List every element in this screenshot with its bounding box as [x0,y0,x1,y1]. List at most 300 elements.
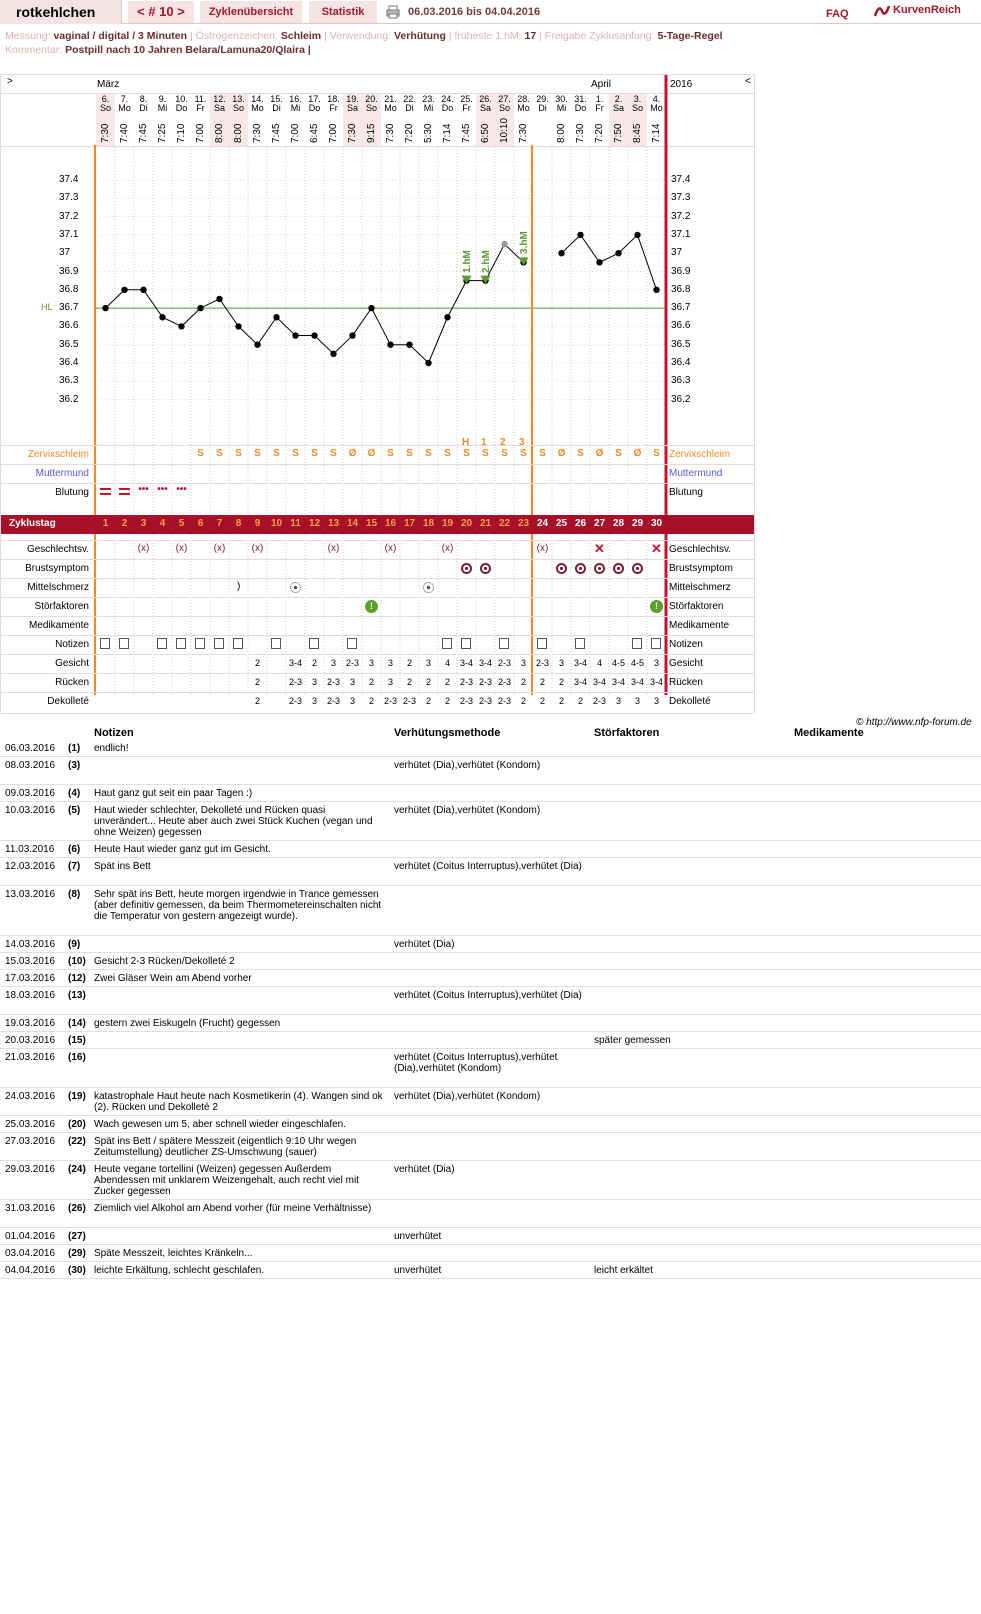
symptom-value: 3-4 [611,677,625,687]
note-row [0,1050,981,1088]
blutung-light-icon: ••• [138,484,149,495]
time-label: 5:30 [423,123,434,143]
row-label-gv: Geschlechtsv. [26,544,89,555]
brust-icon [480,563,491,574]
row-label-right-stoer: Störfaktoren [669,601,724,612]
tab-statistik[interactable]: Statistik [309,1,377,23]
time-label: 7:00 [290,123,301,143]
note-icon[interactable] [233,638,243,649]
y-tick-left: 36.4 [59,357,79,368]
day-header: 18. Fr [327,94,340,113]
symptom-value: 2 [368,677,374,687]
note-stoerfaktor: später gemessen [594,1035,671,1046]
gv-icon: (x) [175,543,188,554]
brust-icon [575,563,586,574]
printer-icon[interactable] [386,5,400,19]
note-icon[interactable] [537,638,547,649]
symptom-value: 2-3 [497,677,511,687]
day-header: 19. Sa [346,94,359,113]
day-header: 23. Mi [422,94,435,113]
notes-header-medikamente: Medikamente [794,727,864,739]
cycle-chart [0,74,755,714]
temperature-point [254,342,260,348]
note-date: 09.03.2016 [5,788,56,799]
oestro-value: Schleim [280,30,322,42]
zyklustag-day: 1 [102,518,109,529]
temperature-point [501,241,507,247]
note-date: 20.03.2016 [5,1035,56,1046]
note-date: 27.03.2016 [5,1136,56,1147]
nav-prev-icon[interactable]: > [7,76,13,87]
symptom-value: 2 [520,696,526,706]
symptom-value: 2 [311,658,317,668]
y-tick-left: 36.6 [59,320,79,332]
symptom-value: 2 [254,677,260,687]
note-verhuetung: verhütet (Coitus Interruptus),verhütet (Dia) [394,861,582,872]
notes-header-verhuetung: Verhütungsmethode [394,727,501,739]
zervix-value: S [444,448,451,459]
notes-header-notizen: Notizen [94,727,134,739]
symptom-value: 3-4 [630,677,644,687]
row-divider [1,464,754,465]
note-day: (4) [68,788,81,799]
mittelschmerz-icon [423,582,434,593]
row-divider [1,654,754,655]
note-verhuetung: verhütet (Dia),verhütet (Kondom) [394,1091,541,1102]
note-row [0,1016,981,1032]
note-row [0,842,981,858]
day-header: 11. Fr [194,94,207,113]
stoerfaktor-icon: ! [650,600,663,613]
brust-icon [556,563,567,574]
note-text: Zwei Gläser Wein am Abend vorher [94,973,252,984]
cycle-nav[interactable]: < # 10 > [128,1,194,23]
hl-label: HL [41,302,53,313]
note-icon[interactable] [461,638,471,649]
y-tick-right: 36.9 [671,265,691,277]
note-icon[interactable] [499,638,509,649]
temperature-point [273,314,279,320]
day-header: 30. Mi [555,94,568,113]
symptom-value: 3 [615,696,621,706]
gv-icon: (x) [327,543,340,554]
symptom-value: 3 [330,658,336,668]
symptom-value: 2-3 [592,696,606,706]
zyklustag-day: 23 [517,518,530,529]
zervix-value: S [387,448,394,459]
y-tick-left: 36.2 [59,393,79,405]
zervix-value: S [330,448,337,459]
y-tick-left: 37 [59,247,71,259]
note-row [0,1162,981,1200]
zervix-value: S [653,448,660,459]
symptom-value: 2 [444,677,450,687]
zyklustag-day: 17 [403,518,416,529]
zyklustag-day: 28 [612,518,625,529]
note-verhuetung: unverhütet [394,1231,442,1242]
note-row [0,786,981,802]
zyklustag-day: 25 [555,518,568,529]
day-header: 20. So [365,94,378,113]
symptom-value: 3 [520,658,526,668]
note-row [0,1263,981,1279]
symptom-value: 2-3 [497,696,511,706]
temperature-point [368,305,374,311]
copyright: © http://www.nfp-forum.de [856,717,972,728]
day-header: 29. Di [536,94,549,113]
note-icon[interactable] [575,638,585,649]
note-date: 01.04.2016 [5,1231,56,1242]
note-date: 06.03.2016 [5,743,56,754]
temperature-point [558,250,564,256]
zervix-value: S [615,448,622,459]
symptom-value: 2 [539,677,545,687]
row-divider [1,445,754,446]
note-text: Sehr spät ins Bett, heute morgen irgendwie in Trance gemessen (aber definitiv gemessen, da beim Thermometereinschalten nicht die Temperatur von gestern angezeigt wurde). [94,889,382,922]
note-row [0,954,981,970]
day-header: 15. Di [270,94,283,113]
row-divider [1,559,754,560]
symptom-value: 3-4 [573,658,587,668]
note-day: (22) [68,1136,86,1147]
symptom-value: 3-4 [592,677,606,687]
day-header: 22. Di [403,94,416,113]
day-header: 27. So [498,94,511,113]
note-date: 11.03.2016 [5,844,55,855]
time-label: 7:30 [252,123,263,143]
note-date: 29.03.2016 [5,1164,56,1175]
symptom-value: 2 [254,696,260,706]
symptom-value: 2-3 [383,696,397,706]
time-label: 6:50 [480,123,491,143]
row-divider [1,597,754,598]
day-header: 6. So [99,94,111,113]
time-label: 10:10 [499,117,510,143]
symptom-value: 2-3 [497,658,511,668]
zyklustag-day: 9 [254,518,261,529]
note-date: 03.04.2016 [5,1248,56,1259]
note-row [0,741,981,757]
y-tick-right: 37.1 [671,228,691,240]
symptom-value: 2-3 [459,677,473,687]
note-text: Späte Messzeit, leichtes Kränkeln... [94,1248,253,1259]
note-day: (5) [68,805,81,816]
note-text: Heute Haut wieder ganz gut im Gesicht. [94,844,271,855]
symptom-value: 3 [653,658,659,668]
note-day: (30) [68,1265,86,1276]
symptom-value: 3-4 [459,658,473,668]
zyklustag-day: 15 [365,518,378,529]
symptom-value: 2-3 [402,696,416,706]
row-label-right-mittel: Mittelschmerz [669,582,731,593]
note-verhuetung: verhütet (Coitus Interruptus),verhütet (Dia),verhütet (Kondom) [394,1052,558,1074]
symptom-value: 3 [558,658,564,668]
zervix-value: S [216,448,223,459]
note-date: 04.04.2016 [5,1265,56,1276]
symptom-value: 2-3 [535,658,549,668]
mittelschmerz-icon: ) [237,581,241,592]
temperature-point [653,287,659,293]
row-divider [1,673,754,674]
row-label-notizen: Notizen [55,639,89,650]
note-icon[interactable] [632,638,642,649]
note-icon[interactable] [309,638,319,649]
symptom-value: 2 [425,696,431,706]
zyklustag-day: 10 [270,518,283,529]
time-label: 7:45 [138,123,149,143]
note-day: (20) [68,1119,86,1130]
row-label-mittel: Mittelschmerz [27,582,89,593]
day-header: 9. Mi [157,94,168,113]
logo-text: KurvenReich [893,4,961,16]
note-date: 13.03.2016 [5,889,56,900]
blutung-strong-icon [119,488,130,495]
symptom-value: 2-3 [478,696,492,706]
note-icon[interactable] [157,638,167,649]
note-icon[interactable] [347,638,357,649]
note-icon[interactable] [195,638,205,649]
hm-label: 2.hM [480,249,492,273]
note-row [0,1089,981,1116]
zervix-value: Ø [367,448,376,459]
time-label: 7:45 [271,123,282,143]
note-row [0,971,981,987]
symptom-value: 2 [558,677,564,687]
temperature-point [615,250,621,256]
zervix-value: S [482,448,489,459]
day-header: 2. Sa [612,94,624,113]
note-row [0,887,981,936]
note-day: (9) [68,939,81,950]
day-header: 14. Mo [251,94,264,113]
mittelschmerz-icon [290,582,301,593]
note-row [0,937,981,953]
zyklustag-day: 18 [422,518,435,529]
symptom-value: 3-4 [649,677,663,687]
y-tick-right: 37.3 [671,192,691,204]
zervix-value: S [292,448,299,459]
hl-count-mark: 3 [519,437,525,448]
temperature-point [102,305,108,311]
zyklustag-day: 14 [346,518,359,529]
blutung-light-icon: ••• [157,484,168,495]
row-label-mumu: Muttermund [35,468,89,479]
zyklustag-day: 6 [197,518,204,529]
zyklustag-day: 4 [159,518,166,529]
day-header: 17. Do [308,94,321,113]
zyklustag-day: 3 [140,518,147,529]
time-label: 7:10 [176,123,187,143]
zyklustag-day: 7 [216,518,223,529]
tab-zyklenuebersicht[interactable]: Zyklenübersicht [200,1,302,23]
time-label: 7:20 [404,123,415,143]
zyklustag-day: 24 [536,518,549,529]
kommentar-value: Postpill nach 10 Jahren Belara/Lamuna20/Qlaira | [65,44,311,56]
y-tick-right: 36.3 [671,375,691,387]
day-header: 16. Mi [289,94,302,113]
temperature-point [634,232,640,238]
y-tick-left: 36.5 [59,338,79,350]
y-tick-left: 37.3 [59,192,79,204]
y-tick-right: 37 [671,247,683,259]
brust-icon [613,563,624,574]
note-icon[interactable] [271,638,281,649]
row-label-right-mumu: Muttermund [669,468,723,479]
note-verhuetung: verhütet (Dia) [394,1164,455,1175]
note-verhuetung: unverhütet [394,1265,442,1276]
zyklustag-day: 2 [121,518,128,529]
zervix-value: S [254,448,261,459]
verwendung-value: Verhütung [393,30,446,42]
note-icon[interactable] [100,638,110,649]
top-bar [0,0,981,24]
row-divider [1,692,754,693]
temperature-point [349,332,355,338]
hm-marker [462,276,472,284]
symptom-value: 2-3 [478,677,492,687]
row-label-right-brust: Brustsymptom [669,563,733,574]
blutung-strong-icon [100,488,111,495]
symptom-value: 2 [406,658,412,668]
user-box [0,0,122,24]
symptom-value: 2 [368,696,374,706]
row-label-dekol: Dekolleté [47,696,89,707]
temperature-point [425,360,431,366]
note-row [0,988,981,1015]
hl-count-mark: 2 [500,437,506,448]
symptom-value: 2-3 [345,658,359,668]
faq-link[interactable]: FAQ [826,8,849,20]
time-label: 9:15 [366,123,377,143]
time-label: 7:14 [651,123,662,143]
row-label-ruecken: Rücken [55,677,89,688]
note-text: Spät ins Bett [94,861,151,872]
frueheste-hm-value: 17 [524,30,537,42]
y-tick-left: 36.9 [59,265,79,277]
note-text: Haut ganz gut seit ein paar Tagen :) [94,788,253,799]
zervix-value: S [311,448,318,459]
temperature-point [159,314,165,320]
note-text: Heute vegane tortellini (Weizen) gegessen Außerdem Abendessen mit unklarem Weizengehalt, auch recht viel mit Zucker gegessen [94,1164,359,1197]
day-header: 8. Di [139,94,148,113]
nav-next-icon[interactable]: < [745,76,751,87]
messung-value: vaginal / digital / 3 Minuten [53,30,188,42]
day-header: 1. Fr [595,94,604,113]
y-tick-right: 36.7 [671,302,691,314]
temperature-point [197,305,203,311]
zervix-value: S [501,448,508,459]
zyklustag-day: 26 [574,518,587,529]
symptom-value: 2-3 [459,696,473,706]
row-label-right-gesicht: Gesicht [669,658,703,669]
row-divider [1,578,754,579]
row-label-blutung: Blutung [55,487,89,498]
time-label: 7:00 [328,123,339,143]
notes-header-stoerfaktoren: Störfaktoren [594,727,660,739]
note-date: 14.03.2016 [5,939,56,950]
time-label: 7:25 [157,123,168,143]
note-icon[interactable] [176,638,186,649]
row-divider [1,540,754,541]
day-header: 25. Fr [460,94,473,113]
note-date: 21.03.2016 [5,1052,56,1063]
zervix-value: Ø [595,448,604,459]
note-day: (24) [68,1164,86,1175]
time-label: 7:30 [518,123,529,143]
symptom-value: 3-4 [573,677,587,687]
gv-unprotected-icon: ✕ [594,541,605,556]
note-row [0,758,981,785]
row-label-medi: Medikamente [28,620,89,631]
row-label-right-ruecken: Rücken [669,677,703,688]
temperature-point [444,314,450,320]
symptom-value: 4 [444,658,450,668]
day-header: 4. Mo [650,94,663,113]
day-header: 13. So [232,94,245,113]
zervix-value: S [520,448,527,459]
note-text: Spät ins Bett / spätere Messzeit (eigentlich 9:10 Uhr wegen Zeitumstellung) deutlicher ZS-Umschwung (sauer) [94,1136,357,1158]
temperature-point [330,351,336,357]
temperature-point [140,287,146,293]
stoerfaktor-icon: ! [365,600,378,613]
y-tick-left: 37.2 [59,210,79,222]
hm-label: 1.hM [461,249,473,273]
temperature-point [387,342,393,348]
symptom-value: 3 [349,677,355,687]
note-row [0,1201,981,1228]
zyklustag-day: 30 [650,518,663,529]
zervix-value: S [235,448,242,459]
zyklustag-day: 21 [479,518,492,529]
time-label: 7:50 [613,123,624,143]
time-label: 7:00 [195,123,206,143]
row-label-gesicht: Gesicht [55,658,89,669]
cycle-meta: Messung: vaginal / digital / 3 Minuten | Östrogenzeichen: Schleim | Verwendung: Verhütung | früheste 1.hM: 17 | Freigabe Zyklusanfang: 5-Tage-Regel Kommentar: Postpill nach 10 Jahren Belara/Lamuna20/Qlaira | [5,30,723,56]
zervix-value: S [425,448,432,459]
zyklustag-day: 13 [327,518,340,529]
row-divider [1,616,754,617]
symptom-value: 2 [539,696,545,706]
symptom-value: 2-3 [326,677,340,687]
zyklustag-day: 20 [460,518,473,529]
note-icon[interactable] [214,638,224,649]
note-icon[interactable] [442,638,452,649]
note-row [0,803,981,841]
curve-logo-icon [873,2,891,20]
y-tick-left: 37.1 [59,228,79,240]
y-tick-right: 37.2 [671,210,691,222]
symptom-value: 2 [520,677,526,687]
zyklustag-day: 29 [631,518,644,529]
y-tick-right: 36.8 [671,283,691,295]
day-header: 26. Sa [479,94,492,113]
zervix-value: Ø [633,448,642,459]
symptom-value: 3 [387,658,393,668]
note-day: (26) [68,1203,86,1214]
row-label-right-blutung: Blutung [669,487,703,498]
note-verhuetung: verhütet (Coitus Interruptus),verhütet (Dia) [394,990,582,1001]
symptom-value: 3-4 [288,658,302,668]
note-row [0,1033,981,1049]
note-day: (12) [68,973,86,984]
note-icon[interactable] [651,638,661,649]
time-label: 7:20 [594,123,605,143]
gv-icon: (x) [384,543,397,554]
zyklustag-day: 11 [290,518,301,529]
note-verhuetung: verhütet (Dia),verhütet (Kondom) [394,760,541,771]
row-label-right-notizen: Notizen [669,639,703,650]
note-icon[interactable] [119,638,129,649]
